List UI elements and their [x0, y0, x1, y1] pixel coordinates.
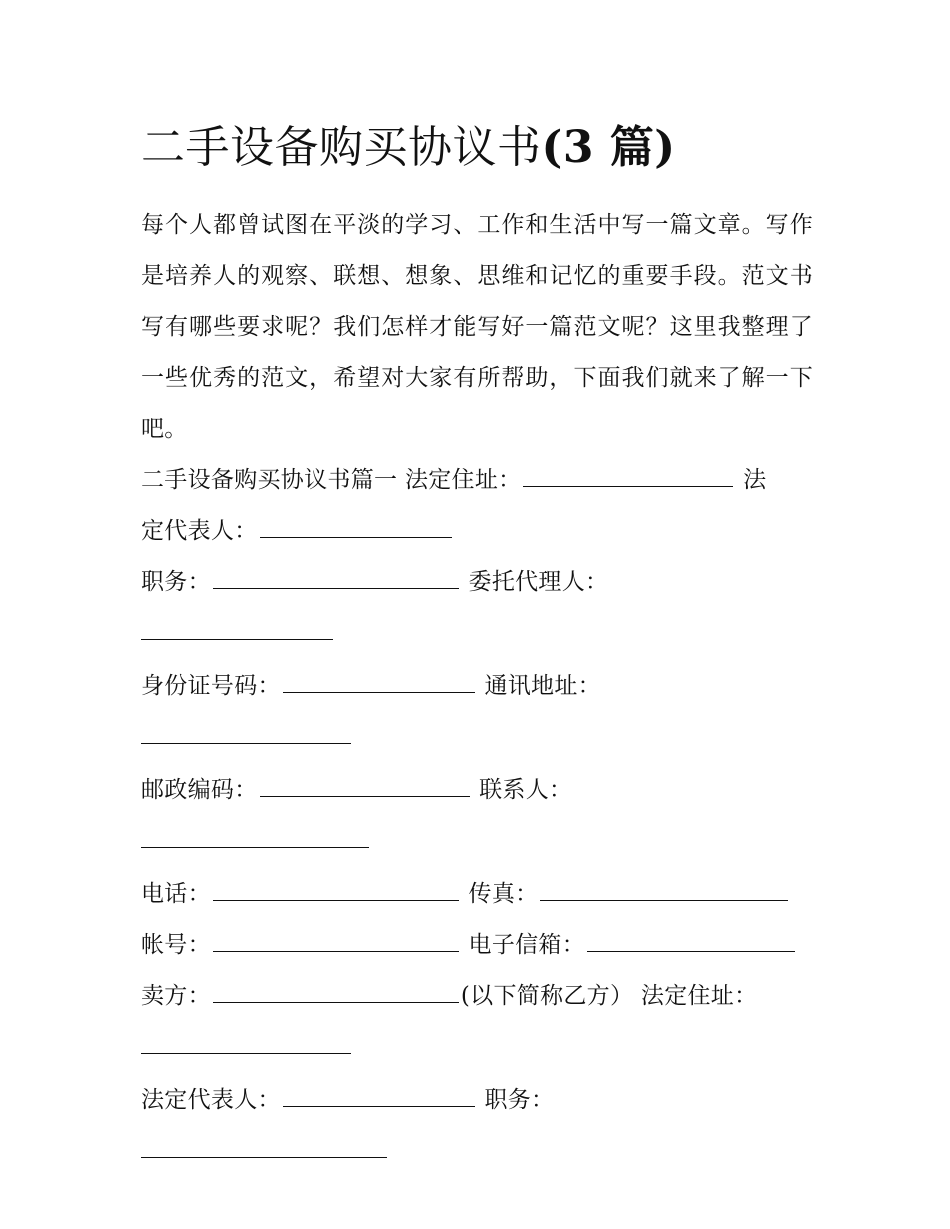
blank-seller-legal-rep[interactable] [283, 1086, 475, 1107]
form-line-8 [141, 816, 813, 867]
label-legal-rep-part1: 法 [743, 467, 767, 493]
blank-legal-rep[interactable] [260, 517, 452, 538]
label-seller: 卖方： [141, 983, 211, 1009]
blank-fax[interactable] [540, 880, 788, 901]
blank-phone[interactable] [213, 880, 459, 901]
blank-id-number[interactable] [283, 672, 475, 693]
form-line-13 [141, 1075, 813, 1126]
label-contact: 联系人： [479, 777, 573, 803]
blank-legal-address[interactable] [523, 466, 733, 487]
title-main: 二手设备购买协议书 [141, 122, 542, 173]
title-suffix: (3 篇) [541, 122, 676, 173]
blank-agent[interactable] [141, 619, 333, 640]
label-legal-rep-part2: 定代表人： [141, 518, 258, 544]
form-line-4 [141, 608, 813, 659]
form-line-11 [141, 971, 813, 1022]
form-line-14 [141, 1126, 813, 1177]
form-line-2 [141, 506, 813, 557]
document-page [141, 118, 813, 1177]
form-line-9 [141, 869, 813, 920]
label-seller-legal-address: 法定住址： [640, 983, 758, 1009]
label-id-number: 身份证号码： [141, 673, 281, 699]
label-phone: 电话： [141, 881, 211, 907]
label-agent: 委托代理人： [468, 569, 609, 595]
form-line-3 [141, 557, 813, 608]
label-email: 电子信箱： [468, 932, 586, 958]
form-line-7 [141, 765, 813, 816]
label-mail-address: 通讯地址： [484, 673, 601, 699]
label-account: 帐号： [141, 932, 211, 958]
form-line-10 [141, 920, 813, 971]
label-postal-code: 邮政编码： [141, 777, 258, 803]
label-seller-position: 职务： [484, 1087, 555, 1113]
form-line-1 [141, 455, 813, 506]
blank-postal-code[interactable] [260, 776, 470, 797]
blank-position[interactable] [213, 568, 459, 589]
blank-seller-legal-address[interactable] [141, 1033, 351, 1054]
blank-contact[interactable] [141, 827, 369, 848]
document-title [141, 118, 813, 178]
form-line-5 [141, 661, 813, 712]
form-line-12 [141, 1022, 813, 1073]
blank-account[interactable] [213, 931, 459, 952]
label-position: 职务： [141, 569, 211, 595]
blank-seller-position[interactable] [141, 1137, 387, 1158]
blank-email[interactable] [587, 931, 795, 952]
blank-seller[interactable] [213, 982, 459, 1003]
form-line-6 [141, 712, 813, 763]
section-heading: 二手设备购买协议书篇一 [141, 467, 398, 493]
label-seller-legal-rep: 法定代表人： [141, 1087, 281, 1113]
intro-paragraph: 每个人都曾试图在平淡的学习、工作和生活中写一篇文章。写作是培养人的观察、联想、想象、思维和记忆的重要手段。范文书写有哪些要求呢？我们怎样才能写好一篇范文呢？这里我整理了一些优秀的范文，希望对大家有所帮助，下面我们就来了解一下吧。 [141, 212, 813, 442]
seller-note: (以下简称乙方） [460, 983, 634, 1009]
label-legal-address: 法定住址： [404, 467, 522, 493]
label-fax: 传真： [468, 881, 539, 907]
blank-mail-address[interactable] [141, 723, 351, 744]
